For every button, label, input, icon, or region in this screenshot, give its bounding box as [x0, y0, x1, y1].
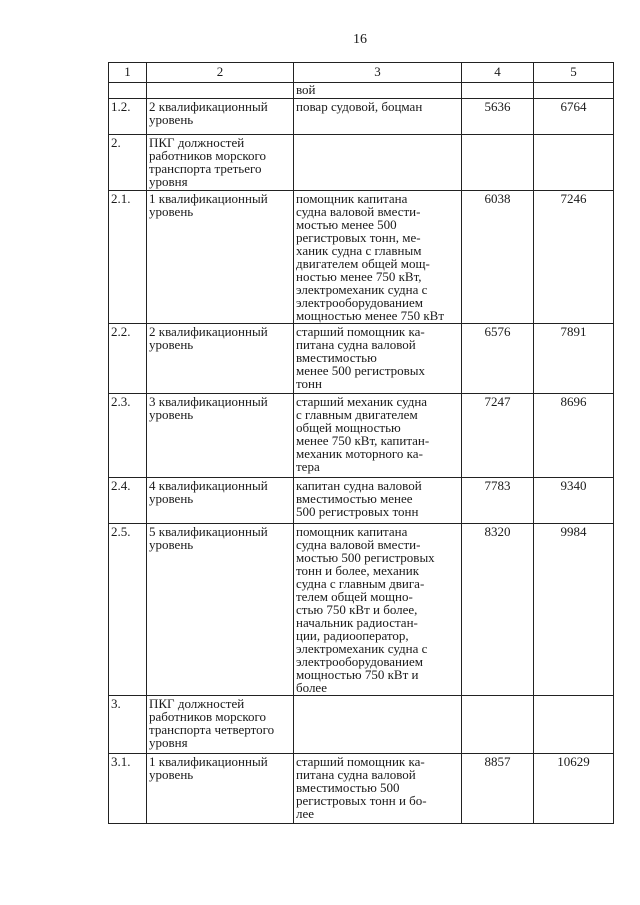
value-col5: 7891 [534, 324, 614, 394]
table-row [109, 696, 614, 754]
value-col4 [462, 83, 534, 99]
value-col5: 8696 [534, 394, 614, 478]
header-cell: 2 [147, 63, 294, 83]
value-col4: 5636 [462, 99, 534, 135]
row-number: 3.1. [109, 754, 147, 824]
table-row [109, 524, 614, 696]
value-col5 [534, 696, 614, 754]
row-number: 3. [109, 696, 147, 754]
group-name: 1 квалификационный уровень [147, 191, 294, 324]
positions: вой [294, 83, 462, 99]
positions: помощник капитана судна валовой вмести- мостью 500 регистровых тонн и более, механик судна с главным двига- телем общей мощно- стью 750 кВт и более, начальник радиостан- ции, радиооператор, электромеханик судна с электрооборудованием мощностью 750 кВт и более [294, 524, 462, 696]
table-row [109, 83, 614, 99]
positions [294, 135, 462, 191]
positions [294, 696, 462, 754]
table-header-row [109, 63, 614, 83]
table-row [109, 99, 614, 135]
positions: капитан судна валовой вместимостью менее 500 регистровых тонн [294, 478, 462, 524]
value-col4: 6038 [462, 191, 534, 324]
group-name: ПКГ должностей работников морского транспорта четвертого уровня [147, 696, 294, 754]
value-col5: 10629 [534, 754, 614, 824]
value-col5: 9984 [534, 524, 614, 696]
header-cell: 4 [462, 63, 534, 83]
table-row [109, 394, 614, 478]
value-col5: 6764 [534, 99, 614, 135]
page-number: 16 [353, 32, 367, 47]
header-cell: 3 [294, 63, 462, 83]
row-number: 2.5. [109, 524, 147, 696]
row-number: 2.2. [109, 324, 147, 394]
value-col4: 7783 [462, 478, 534, 524]
table-row [109, 478, 614, 524]
table-row [109, 191, 614, 324]
value-col4: 8857 [462, 754, 534, 824]
group-name: 4 квалификационный уровень [147, 478, 294, 524]
group-name: ПКГ должностей работников морского транспорта третьего уровня [147, 135, 294, 191]
group-name: 2 квалификационный уровень [147, 99, 294, 135]
row-number: 2. [109, 135, 147, 191]
row-number: 2.1. [109, 191, 147, 324]
table-row [109, 135, 614, 191]
value-col5 [534, 83, 614, 99]
row-number: 2.3. [109, 394, 147, 478]
value-col4 [462, 696, 534, 754]
group-name: 1 квалификационный уровень [147, 754, 294, 824]
group-name [147, 83, 294, 99]
positions: старший механик судна с главным двигателем общей мощностью менее 750 кВт, капитан- механик моторного ка- тера [294, 394, 462, 478]
value-col4 [462, 135, 534, 191]
group-name: 5 квалификационный уровень [147, 524, 294, 696]
positions: повар судовой, боцман [294, 99, 462, 135]
value-col4: 6576 [462, 324, 534, 394]
row-number: 1.2. [109, 99, 147, 135]
value-col5 [534, 135, 614, 191]
salary-table [108, 62, 614, 824]
value-col5: 7246 [534, 191, 614, 324]
positions: старший помощник ка- питана судна валовой вместимостью 500 регистровых тонн и бо- лее [294, 754, 462, 824]
value-col4: 8320 [462, 524, 534, 696]
group-name: 2 квалификационный уровень [147, 324, 294, 394]
header-cell: 5 [534, 63, 614, 83]
header-cell: 1 [109, 63, 147, 83]
row-number: 2.4. [109, 478, 147, 524]
table-row [109, 324, 614, 394]
row-number [109, 83, 147, 99]
value-col4: 7247 [462, 394, 534, 478]
table-row [109, 754, 614, 824]
positions: старший помощник ка- питана судна валовой вместимостью менее 500 регистровых тонн [294, 324, 462, 394]
positions: помощник капитана судна валовой вмести- мостью менее 500 регистровых тонн, ме- ханик судна с главным двигателем общей мощ- ностью менее 750 кВт, электромеханик судна с электрооборудованием мощностью менее 750 кВт [294, 191, 462, 324]
value-col5: 9340 [534, 478, 614, 524]
group-name: 3 квалификационный уровень [147, 394, 294, 478]
